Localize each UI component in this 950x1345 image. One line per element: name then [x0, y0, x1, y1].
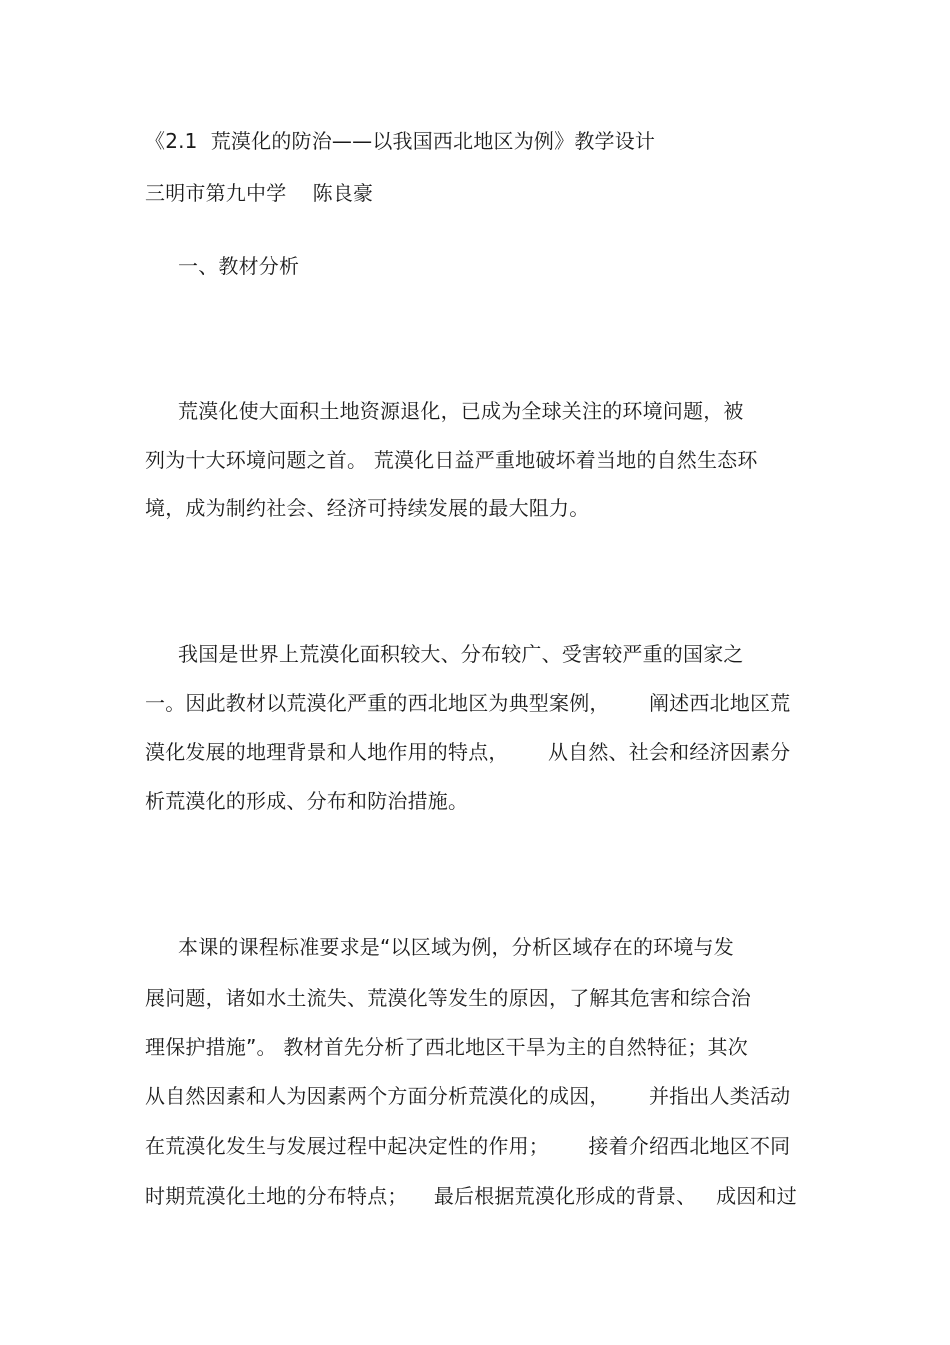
paragraph-3-line-1: 本课的课程标准要求是“以区域为例，分析区域存在的环境与发 [178, 935, 734, 959]
section-heading: 一、教材分析 [178, 254, 300, 278]
paragraph-3-line-4: 从自然因素和人为因素两个方面分析荒漠化的成因， 并指出人类活动 [145, 1084, 791, 1108]
paragraph-2-line-3: 漠化发展的地理背景和人地作用的特点， 从自然、社会和经济因素分 [145, 740, 791, 764]
paragraph-3-line-3: 理保护措施”。 教材首先分析了西北地区干旱为主的自然特征；其次 [145, 1035, 748, 1059]
paragraph-3-line-5: 在荒漠化发生与发展过程中起决定性的作用； 接着介绍西北地区不同 [145, 1134, 791, 1158]
paragraph-2-line-1: 我国是世界上荒漠化面积较大、分布较广、受害较严重的国家之 [178, 642, 744, 666]
document-title: 《2.1 荒漠化的防治——以我国西北地区为例》教学设计 [145, 129, 656, 153]
paragraph-2-line-2: 一。因此教材以荒漠化严重的西北地区为典型案例， 阐述西北地区荒 [145, 691, 791, 715]
paragraph-1-line-2: 列为十大环境问题之首。 荒漠化日益严重地破坏着当地的自然生态环 [145, 448, 758, 472]
paragraph-2-line-4: 析荒漠化的形成、分布和防治措施。 [145, 789, 469, 813]
paragraph-3-line-2: 展问题，诸如水土流失、荒漠化等发生的原因，了解其危害和综合治 [145, 986, 751, 1010]
paragraph-1-line-3: 境，成为制约社会、经济可持续发展的最大阻力。 [145, 496, 590, 520]
paragraph-1-line-1: 荒漠化使大面积土地资源退化，已成为全球关注的环境问题，被 [178, 399, 744, 423]
paragraph-3-line-6: 时期荒漠化土地的分布特点； 最后根据荒漠化形成的背景、 成因和过 [145, 1184, 797, 1208]
document-author: 三明市第九中学 陈良豪 [145, 181, 374, 205]
